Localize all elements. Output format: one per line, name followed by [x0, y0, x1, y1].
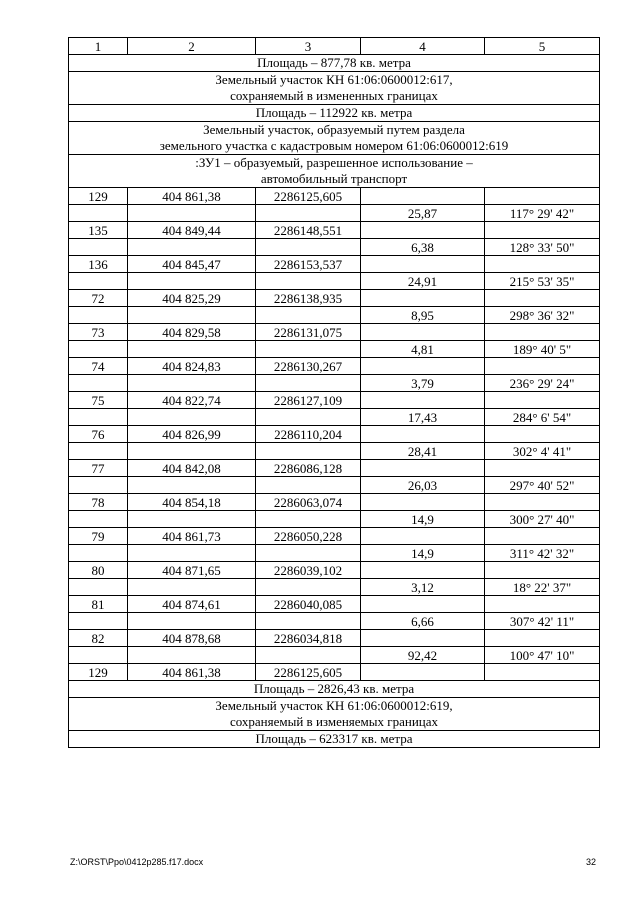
table-row — [69, 596, 600, 613]
table-row — [69, 647, 600, 664]
empty-cell — [128, 477, 256, 494]
bearing: 302° 4' 41" — [485, 443, 600, 460]
text-line: Земельный участок КН 61:06:0600012:617, — [215, 72, 453, 87]
table-row — [69, 460, 600, 477]
column-header: 4 — [361, 38, 485, 55]
table-row — [69, 105, 600, 122]
point-number: 129 — [69, 664, 128, 681]
point-number: 136 — [69, 256, 128, 273]
coord-x: 404 861,38 — [128, 188, 256, 205]
empty-cell — [361, 188, 485, 205]
point-number: 82 — [69, 630, 128, 647]
empty-cell — [69, 443, 128, 460]
merged-text-cell — [69, 681, 600, 698]
empty-cell — [361, 256, 485, 273]
empty-cell — [256, 205, 361, 222]
text-line: земельного участка с кадастровым номером 61:06:0600012:619 — [159, 138, 509, 153]
empty-cell — [361, 392, 485, 409]
empty-cell — [361, 596, 485, 613]
empty-cell — [485, 290, 600, 307]
empty-cell — [485, 562, 600, 579]
column-header: 3 — [256, 38, 361, 55]
table-row — [69, 205, 600, 222]
empty-cell — [256, 239, 361, 256]
point-number: 77 — [69, 460, 128, 477]
empty-cell — [361, 664, 485, 681]
coord-y: 2286127,109 — [256, 392, 361, 409]
empty-cell — [485, 528, 600, 545]
bearing: 236° 29' 24" — [485, 375, 600, 392]
merged-text-cell — [69, 731, 600, 748]
empty-cell — [128, 443, 256, 460]
coord-x: 404 861,38 — [128, 664, 256, 681]
empty-cell — [69, 579, 128, 596]
empty-cell — [361, 562, 485, 579]
empty-cell — [256, 409, 361, 426]
merged-text-cell — [69, 698, 600, 731]
bearing: 117° 29' 42" — [485, 205, 600, 222]
table-row — [69, 358, 600, 375]
coord-y: 2286039,102 — [256, 562, 361, 579]
empty-cell — [485, 494, 600, 511]
empty-cell — [256, 647, 361, 664]
text-line: Площадь – 623317 кв. метра — [255, 731, 413, 746]
table-row — [69, 72, 600, 105]
text-line: Площадь – 2826,43 кв. метра — [253, 681, 415, 696]
point-number: 73 — [69, 324, 128, 341]
table-row — [69, 188, 600, 205]
empty-cell — [256, 443, 361, 460]
table-row — [69, 122, 600, 155]
table-row — [69, 681, 600, 698]
table-row — [69, 664, 600, 681]
empty-cell — [128, 579, 256, 596]
empty-cell — [256, 579, 361, 596]
empty-cell — [69, 239, 128, 256]
table-row — [69, 273, 600, 290]
point-number: 81 — [69, 596, 128, 613]
text-line: :ЗУ1 – образуемый, разрешенное использование – — [195, 155, 473, 170]
table-row — [69, 256, 600, 273]
table-row — [69, 511, 600, 528]
table-row — [69, 375, 600, 392]
table-row — [69, 477, 600, 494]
coord-x: 404 845,47 — [128, 256, 256, 273]
empty-cell — [361, 426, 485, 443]
empty-cell — [69, 307, 128, 324]
merged-text-cell — [69, 122, 600, 155]
empty-cell — [128, 647, 256, 664]
empty-cell — [69, 205, 128, 222]
point-number: 76 — [69, 426, 128, 443]
empty-cell — [361, 494, 485, 511]
empty-cell — [485, 358, 600, 375]
empty-cell — [128, 511, 256, 528]
table-row — [69, 528, 600, 545]
table-row — [69, 155, 600, 188]
table-row — [69, 731, 600, 748]
distance: 26,03 — [361, 477, 485, 494]
text-line: Земельный участок, образуемый путем раздела — [203, 122, 465, 137]
empty-cell — [256, 511, 361, 528]
merged-text-cell — [69, 105, 600, 122]
coord-y: 2286125,605 — [256, 188, 361, 205]
distance: 6,66 — [361, 613, 485, 630]
coord-y: 2286153,537 — [256, 256, 361, 273]
empty-cell — [361, 358, 485, 375]
bearing: 307° 42' 11" — [485, 613, 600, 630]
empty-cell — [485, 392, 600, 409]
empty-cell — [485, 426, 600, 443]
bearing: 18° 22' 37" — [485, 579, 600, 596]
empty-cell — [128, 545, 256, 562]
empty-cell — [69, 341, 128, 358]
table-row — [69, 494, 600, 511]
point-number: 75 — [69, 392, 128, 409]
empty-cell — [256, 307, 361, 324]
table-row — [69, 562, 600, 579]
empty-cell — [128, 341, 256, 358]
text-line: Площадь – 112922 кв. метра — [255, 105, 413, 120]
empty-cell — [485, 596, 600, 613]
coord-x: 404 861,73 — [128, 528, 256, 545]
empty-cell — [69, 409, 128, 426]
empty-cell — [69, 613, 128, 630]
coord-y: 2286138,935 — [256, 290, 361, 307]
distance: 4,81 — [361, 341, 485, 358]
distance: 3,12 — [361, 579, 485, 596]
coord-y: 2286040,085 — [256, 596, 361, 613]
empty-cell — [256, 375, 361, 392]
empty-cell — [485, 460, 600, 477]
empty-cell — [361, 290, 485, 307]
table-row — [69, 55, 600, 72]
coordinates-table — [68, 37, 600, 748]
table-row — [69, 239, 600, 256]
empty-cell — [69, 375, 128, 392]
point-number: 74 — [69, 358, 128, 375]
column-header: 5 — [485, 38, 600, 55]
coord-x: 404 826,99 — [128, 426, 256, 443]
bearing: 297° 40' 52" — [485, 477, 600, 494]
coord-x: 404 854,18 — [128, 494, 256, 511]
merged-text-cell — [69, 72, 600, 105]
text-line: автомобильный транспорт — [260, 171, 408, 186]
coord-x: 404 842,08 — [128, 460, 256, 477]
distance: 8,95 — [361, 307, 485, 324]
empty-cell — [485, 664, 600, 681]
column-header: 1 — [69, 38, 128, 55]
table-row — [69, 324, 600, 341]
table-row — [69, 290, 600, 307]
empty-cell — [256, 545, 361, 562]
coord-x: 404 825,29 — [128, 290, 256, 307]
coord-y: 2286130,267 — [256, 358, 361, 375]
coord-y: 2286034,818 — [256, 630, 361, 647]
empty-cell — [69, 273, 128, 290]
coord-y: 2286125,605 — [256, 664, 361, 681]
distance: 3,79 — [361, 375, 485, 392]
empty-cell — [485, 222, 600, 239]
empty-cell — [485, 324, 600, 341]
empty-cell — [69, 647, 128, 664]
coord-x: 404 822,74 — [128, 392, 256, 409]
coord-y: 2286086,128 — [256, 460, 361, 477]
bearing: 298° 36' 32" — [485, 307, 600, 324]
empty-cell — [128, 205, 256, 222]
distance: 24,91 — [361, 273, 485, 290]
table-row — [69, 307, 600, 324]
empty-cell — [69, 511, 128, 528]
distance: 25,87 — [361, 205, 485, 222]
distance: 92,42 — [361, 647, 485, 664]
empty-cell — [128, 409, 256, 426]
empty-cell — [256, 273, 361, 290]
coord-y: 2286050,228 — [256, 528, 361, 545]
text-line: Земельный участок КН 61:06:0600012:619, — [215, 698, 453, 713]
coord-x: 404 824,83 — [128, 358, 256, 375]
point-number: 135 — [69, 222, 128, 239]
page-number: 32 — [586, 857, 597, 867]
coord-y: 2286131,075 — [256, 324, 361, 341]
bearing: 311° 42' 32" — [485, 545, 600, 562]
bearing: 189° 40' 5" — [485, 341, 600, 358]
empty-cell — [128, 307, 256, 324]
coord-x: 404 878,68 — [128, 630, 256, 647]
table-header-row — [69, 38, 600, 55]
empty-cell — [128, 239, 256, 256]
empty-cell — [128, 273, 256, 290]
empty-cell — [485, 256, 600, 273]
bearing: 284° 6' 54" — [485, 409, 600, 426]
coord-x: 404 871,65 — [128, 562, 256, 579]
empty-cell — [256, 477, 361, 494]
table-row — [69, 613, 600, 630]
point-number: 78 — [69, 494, 128, 511]
table-row — [69, 222, 600, 239]
text-line: Площадь – 877,78 кв. метра — [257, 55, 411, 70]
table-row — [69, 443, 600, 460]
coord-y: 2286148,551 — [256, 222, 361, 239]
distance: 14,9 — [361, 511, 485, 528]
empty-cell — [361, 222, 485, 239]
empty-cell — [69, 545, 128, 562]
table-row — [69, 698, 600, 731]
table-row — [69, 392, 600, 409]
empty-cell — [128, 613, 256, 630]
distance: 6,38 — [361, 239, 485, 256]
distance: 14,9 — [361, 545, 485, 562]
bearing: 300° 27' 40" — [485, 511, 600, 528]
merged-text-cell — [69, 55, 600, 72]
empty-cell — [361, 630, 485, 647]
distance: 28,41 — [361, 443, 485, 460]
bearing: 128° 33' 50" — [485, 239, 600, 256]
distance: 17,43 — [361, 409, 485, 426]
table-row — [69, 579, 600, 596]
merged-text-cell — [69, 155, 600, 188]
point-number: 80 — [69, 562, 128, 579]
table-row — [69, 545, 600, 562]
coord-x: 404 849,44 — [128, 222, 256, 239]
coord-x: 404 829,58 — [128, 324, 256, 341]
point-number: 72 — [69, 290, 128, 307]
empty-cell — [256, 341, 361, 358]
empty-cell — [361, 460, 485, 477]
point-number: 79 — [69, 528, 128, 545]
coord-y: 2286063,074 — [256, 494, 361, 511]
empty-cell — [361, 324, 485, 341]
bearing: 215° 53' 35" — [485, 273, 600, 290]
coord-y: 2286110,204 — [256, 426, 361, 443]
empty-cell — [485, 188, 600, 205]
coord-x: 404 874,61 — [128, 596, 256, 613]
point-number: 129 — [69, 188, 128, 205]
column-header: 2 — [128, 38, 256, 55]
text-line: сохраняемый в изменяемых границах — [229, 714, 439, 729]
empty-cell — [361, 528, 485, 545]
bearing: 100° 47' 10" — [485, 647, 600, 664]
text-line: сохраняемый в измененных границах — [230, 88, 438, 103]
table-row — [69, 630, 600, 647]
table-row — [69, 341, 600, 358]
empty-cell — [256, 613, 361, 630]
table-row — [69, 426, 600, 443]
empty-cell — [128, 375, 256, 392]
footer-file-path: Z:\ORST\Ppo\0412p285.f17.docx — [70, 857, 204, 867]
empty-cell — [485, 630, 600, 647]
empty-cell — [69, 477, 128, 494]
table-row — [69, 409, 600, 426]
